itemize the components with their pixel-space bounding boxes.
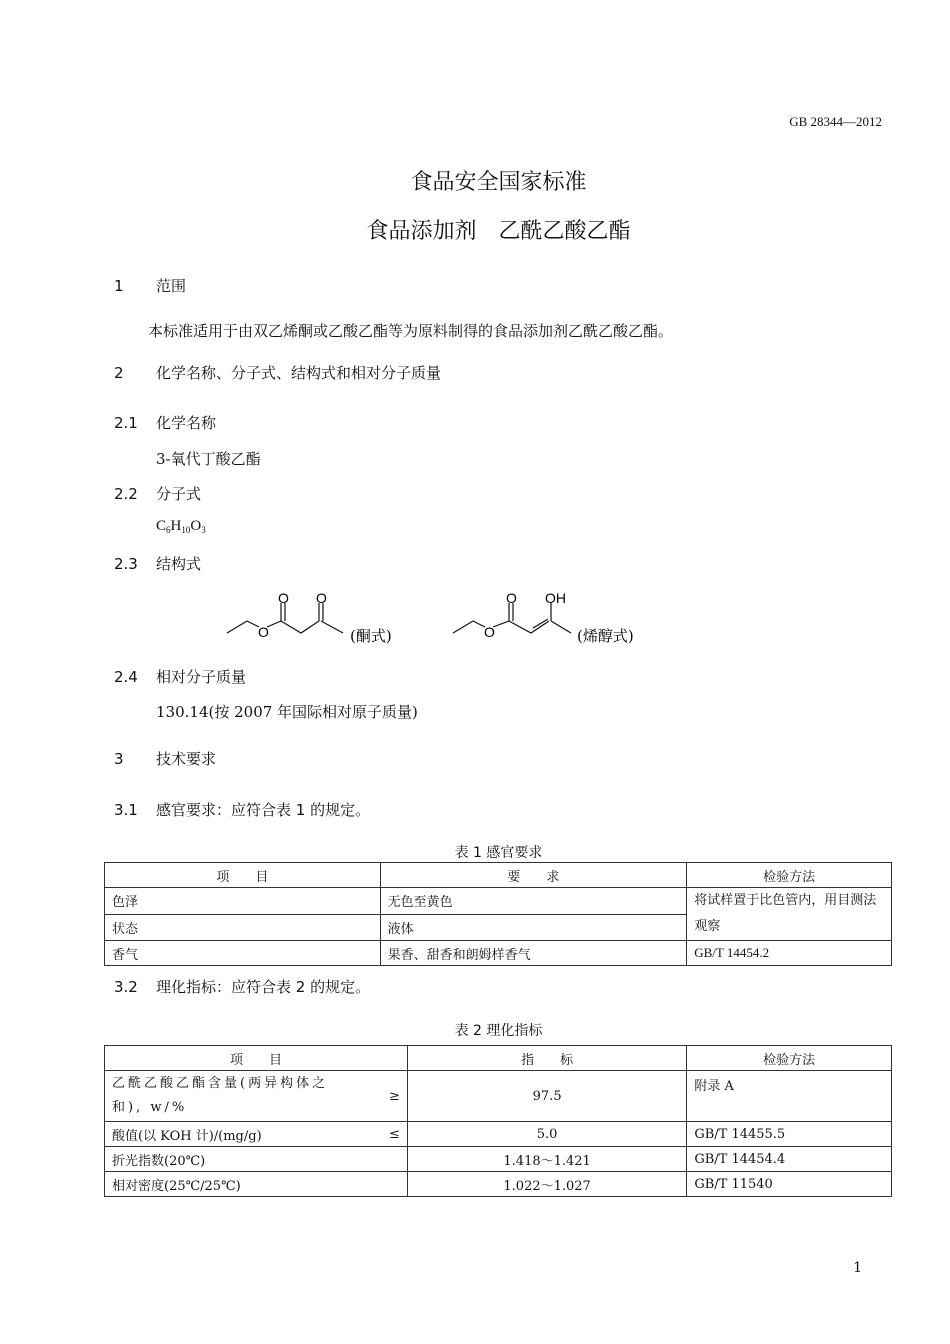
molecular-weight: 130.14(按 2007 年国际相对原子质量) xyxy=(156,703,418,721)
table-2-header-value: 指 标 xyxy=(407,1046,686,1071)
table-2-item: 折光指数(20℃) xyxy=(105,1147,408,1172)
enol-structure xyxy=(453,603,571,633)
table-1-item: 香气 xyxy=(105,941,381,966)
table-1-item: 色泽 xyxy=(105,888,381,915)
table-2-value: 5.0 xyxy=(407,1122,686,1147)
table-2-value: 1.022～1.027 xyxy=(407,1172,686,1197)
section-2-4-heading: 2.4 相对分子质量 xyxy=(114,668,247,686)
table-2-item: 酸值(以 KOH 计)/(mg/g) ≤ xyxy=(105,1122,408,1147)
table-2-method: 附录 A xyxy=(687,1071,892,1122)
table-2-header-row xyxy=(105,1046,892,1071)
table-row xyxy=(105,1071,892,1122)
section-2-3-heading: 2.3 结构式 xyxy=(114,555,202,573)
table-1-header-method: 检验方法 xyxy=(687,863,892,888)
table-2-value: 97.5 xyxy=(407,1071,686,1122)
table-1-req: 液体 xyxy=(380,914,687,941)
enol-carbonyl-oxygen: O xyxy=(506,590,517,606)
table-2-physicochemical xyxy=(104,1045,892,1197)
keto-carbonyl-oxygen-1: O xyxy=(278,590,289,606)
table-row xyxy=(105,941,892,966)
keto-form-label: (酮式) xyxy=(350,627,392,645)
table-row xyxy=(105,1172,892,1197)
section-1-heading: 1 范围 xyxy=(114,277,187,295)
section-3-heading: 3 技术要求 xyxy=(114,750,217,768)
table-1-header-item: 项 目 xyxy=(105,863,381,888)
molecular-formula: $C_6H_{10}O_3$ xyxy=(156,518,206,535)
section-2-heading: 2 化学名称、分子式、结构式和相对分子质量 xyxy=(114,364,442,382)
chemical-name: 3-氧代丁酸乙酯 xyxy=(156,450,261,468)
enol-ester-oxygen: O xyxy=(484,624,495,640)
table-1-method: GB/T 14454.2 xyxy=(687,941,892,966)
table-1-caption: 表 1 感官要求 xyxy=(454,845,543,861)
keto-carbonyl-oxygen-2: O xyxy=(316,590,327,606)
table-2-caption: 表 2 理化指标 xyxy=(454,1023,543,1039)
table-1-req: 果香、甜香和朗姆样香气 xyxy=(380,941,687,966)
table-1-req: 无色至黄色 xyxy=(380,888,687,915)
section-2-1-heading: 2.1 化学名称 xyxy=(114,414,217,432)
table-2-method: GB/T 14454.4 xyxy=(687,1147,892,1172)
table-2-item: 乙酰乙酸乙酯含量(两异构体之和), w/% ≥ xyxy=(105,1071,408,1122)
section-1-text: 本标准适用于由双乙烯酮或乙酸乙酯等为原料制得的食品添加剂乙酰乙酸乙酯。 xyxy=(148,322,674,340)
table-2-header-item: 项 目 xyxy=(105,1046,408,1071)
table-row xyxy=(105,1147,892,1172)
section-3-1-heading: 3.1 感官要求：应符合表 1 的规定。 xyxy=(114,801,371,819)
table-1-header-req: 要 求 xyxy=(380,863,687,888)
section-2-2-heading: 2.2 分子式 xyxy=(114,485,202,503)
enol-hydroxyl: OH xyxy=(545,590,566,606)
table-2-header-method: 检验方法 xyxy=(687,1046,892,1071)
table-2-item: 相对密度(25℃/25℃) xyxy=(105,1172,408,1197)
table-1-sensory xyxy=(104,862,892,966)
enol-form-label: (烯醇式) xyxy=(577,627,634,645)
table-1-header-row xyxy=(105,863,892,888)
table-2-value: 1.418～1.421 xyxy=(407,1147,686,1172)
standard-number: GB 28344—2012 xyxy=(789,114,882,129)
table-row xyxy=(105,888,892,915)
table-2-method: GB/T 14455.5 xyxy=(687,1122,892,1147)
structural-formula-figure xyxy=(215,585,665,650)
document-subtitle: 食品添加剂 乙酰乙酸乙酯 xyxy=(366,219,631,244)
table-2-method: GB/T 11540 xyxy=(687,1172,892,1197)
table-1-item: 状态 xyxy=(105,914,381,941)
keto-structure xyxy=(227,603,343,633)
page-number: 1 xyxy=(853,1260,862,1276)
keto-ester-oxygen: O xyxy=(258,624,269,640)
table-row xyxy=(105,1122,892,1147)
document-title: 食品安全国家标准 xyxy=(410,170,587,195)
section-3-2-heading: 3.2 理化指标：应符合表 2 的规定。 xyxy=(114,978,371,996)
table-1-merged-method: 将试样置于比色管内，用目测法观察 xyxy=(687,888,892,941)
